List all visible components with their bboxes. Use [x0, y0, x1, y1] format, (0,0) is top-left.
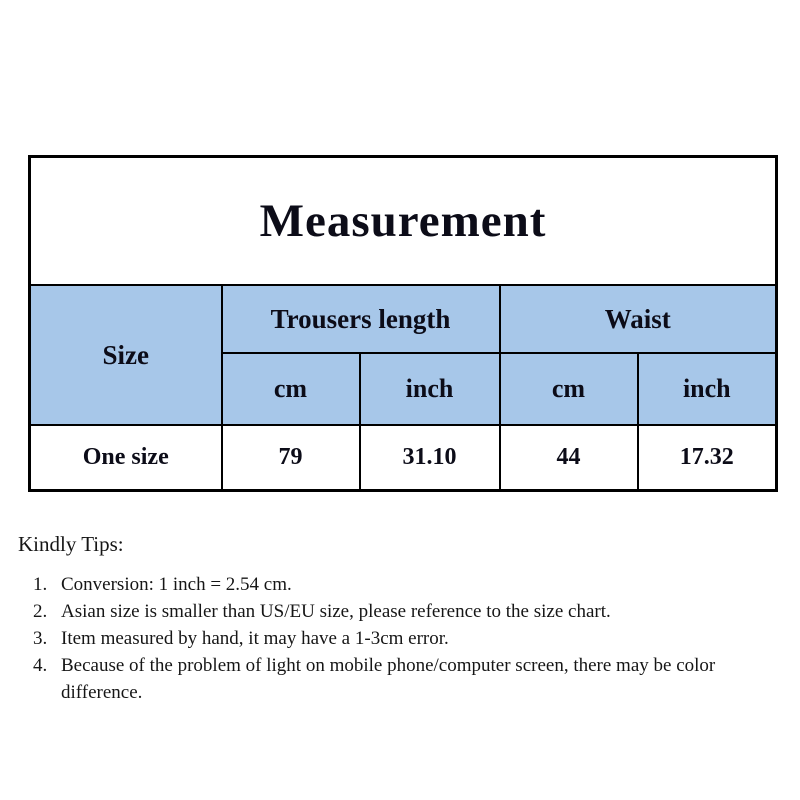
header-trousers-length: Trousers length	[222, 285, 500, 353]
cell-waist-inch-value: 17.32	[638, 425, 777, 491]
header-waist-inch: inch	[638, 353, 777, 425]
tip-item: 1. Conversion: 1 inch = 2.54 cm.	[52, 571, 752, 598]
tip-item: 2. Asian size is smaller than US/EU size, please reference to the size chart.	[52, 598, 752, 625]
tip-item: 3. Item measured by hand, it may have a 1-3cm error.	[52, 625, 752, 652]
cell-trousers-inch-value: 31.10	[360, 425, 500, 491]
cell-waist-cm-value: 44	[500, 425, 638, 491]
cell-trousers-cm-value: 79	[222, 425, 360, 491]
table-row	[30, 425, 777, 491]
tips-section	[18, 532, 758, 706]
table-title: Measurement	[30, 157, 777, 286]
header-trousers-cm: cm	[222, 353, 360, 425]
tips-heading: Kindly Tips:	[18, 532, 124, 556]
tips-list	[18, 571, 752, 706]
header-size: Size	[30, 285, 222, 425]
table-group-header-row	[30, 285, 777, 353]
size-chart-table	[28, 155, 778, 492]
header-trousers-inch: inch	[360, 353, 500, 425]
header-waist-cm: cm	[500, 353, 638, 425]
tip-item: 4. Because of the problem of light on mobile phone/computer screen, there may be color difference.	[52, 652, 752, 706]
cell-size-value: One size	[30, 425, 222, 491]
header-waist: Waist	[500, 285, 777, 353]
table-title-row	[30, 157, 777, 286]
